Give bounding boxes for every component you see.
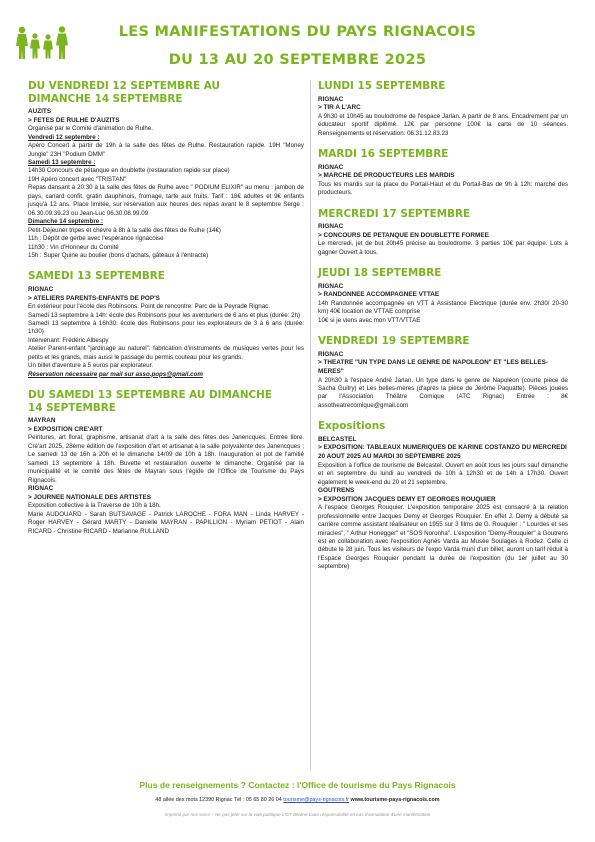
day-subtitle: Dimanche 14 septembre : bbox=[28, 218, 103, 226]
event-text: Repas dansant à 20:30 à la salle des fêtes de Rulhe avec " PODIUM ELIXIR" au menu : jambon de pays, canard confit, gratin dauphinois, fromage, tarte aux fruits. Tarif : 18€ adultes et 9€ enfants jusqu'à 12 ans. Place limitée, sur réservation aux heures des repas avant le 8 septembre Serge : 06.30.09.39.23 ou Jean-Luc 06.30.08.99.09 bbox=[28, 184, 304, 217]
event-text: Exposition collective à la Traverse de 10h à 18h. bbox=[28, 502, 161, 510]
event-title: > TIR A L'ARC bbox=[318, 104, 361, 112]
section-title bbox=[28, 80, 304, 105]
section-mercredi bbox=[318, 208, 568, 258]
day-subtitle: Samedi 13 septembre : bbox=[28, 159, 96, 166]
event-place: AUZITS bbox=[28, 108, 52, 115]
section-weekend bbox=[28, 389, 304, 536]
event-text: Le mercredi, jet de but 20h45 précise au boulodrome. 3 parties 10€ par équipe. Lots à gagner Ouvert à tous. bbox=[318, 240, 568, 256]
event-place: GOUTRENS bbox=[318, 487, 355, 495]
event-text: Intervenant: Frédéric Albespy bbox=[28, 336, 109, 344]
page-title: LES MANIFESTATIONS DU PAYS RIGNACOIS bbox=[118, 24, 477, 40]
event-text: 14h30 Concours de pétanque en doublette (restauration rapide sur place) bbox=[28, 167, 230, 175]
event-place: RIGNAC bbox=[318, 163, 344, 171]
event-title: > ATELIERS PARENTS-ENFANTS DE POP'S bbox=[28, 294, 160, 302]
day-subtitle: Vendredi 12 septembre : bbox=[28, 133, 100, 141]
reservation-note: Réservation nécessaire par mail sur asso.pops@gmail.com bbox=[28, 370, 203, 378]
footer-address: 48 allée des mots 12390 Rignac Tél : 05 65 80 26 04 bbox=[155, 797, 282, 803]
section-title: MARDI 16 SEPTEMBRE bbox=[318, 148, 449, 161]
right-column bbox=[318, 80, 568, 572]
event-place: BELCASTEL bbox=[318, 435, 357, 443]
event-title: > RANDONNEE ACCOMPAGNEE VTTAE bbox=[318, 291, 440, 299]
event-text: Apéro Concert à partir de 19h à la salle des fêtes de Rulhe. Restauration rapide. 19H "Money Jungle" 23H "Podium DMM" bbox=[28, 142, 304, 158]
event-place: RIGNAC bbox=[318, 223, 344, 231]
event-text: Exposition à l'office de tourisme de Belcastel. Ouvert en août tous les jours sauf dimanche et en septembre du lundi au vendredi de 10h à 12h30 et de 14h à 17h30. Ouvert également le week-end du 20 et 21 septembre. bbox=[318, 461, 568, 486]
footer-address-line bbox=[0, 797, 595, 803]
event-text: 14h Randonnée accompagnée en VTT à Assistance Electrique (durée env. 2h30/ 20-30 km) 40€ location de VTTAE comprise bbox=[318, 299, 568, 316]
event-title: > MARCHE DE PRODUCTEURS LES MARDIS bbox=[318, 172, 455, 180]
footer-disclaimer: Imprimé par nos soins – Ne pas jeter sur la voie publique L'OT décline toute responsabilité en cas d'annulation d'une manifestation bbox=[164, 812, 431, 817]
column-divider bbox=[310, 80, 311, 770]
left-column bbox=[28, 80, 304, 536]
section-title: SAMEDI 13 SEPTEMBRE bbox=[28, 270, 165, 283]
section-title: JEUDI 18 SEPTEMBRE bbox=[318, 267, 442, 280]
event-text: Marie AUDOUARD - Sarah BUTSAVAGE - Patrick LAROCHE - FORA MAN - Linda HARVEY - Roger HARVEY - Gérard MARTY - Danielle MAYRAN - PAPILLION - Myriam PETIOT - Alain RICARD - Christine RICARD - Marianne RULLAND bbox=[28, 510, 304, 535]
footer-email-link[interactable]: tourisme@pays-rignacois.fr bbox=[283, 797, 349, 803]
event-text: A 20h30 à l'espace André Jarlan. Un type dans le genre de Napoléon (courte pièce de Sacha Guitry) et Les belles-mères (d'après la pièce de Jérôme Paquatte). Pièces jouées par l'Association Théâtre Comique (ATC Rignac) Entrée : 8€ assotheatrecomique@gmail.com bbox=[318, 376, 568, 409]
event-text: 11h30 : Vin d'Honneur du Comité bbox=[28, 243, 119, 251]
event-text: 19H Apéro concert avec "TRISTAN" bbox=[28, 175, 127, 183]
section-title-line: DU VENDREDI 12 SEPTEMBRE AU bbox=[28, 80, 220, 92]
section-title bbox=[28, 389, 304, 414]
section-title-line: DU SAMEDI 13 SEPTEMBRE AU DIMANCHE bbox=[28, 389, 272, 402]
section-title: Expositions bbox=[318, 420, 386, 433]
event-text: 15h : Super Quine au boulier (bons d'achats, gâteaux à l'entracte) bbox=[28, 251, 209, 259]
event-place: RIGNAC bbox=[28, 285, 54, 293]
event-place: RIGNAC bbox=[318, 350, 344, 358]
event-text: A 9h30 et 10h45 au boulodrome de l'espace Jarlan. A partir de 8 ans. Encadrement par un éducateur sportif diplômé. 12€ par personne 100€ la carte de 10 séances. Renseignements et réservation: 06.31.12.83.23 bbox=[318, 112, 568, 137]
section-vendredi bbox=[318, 335, 568, 410]
footer-website-link[interactable]: www.tourisme-pays-rignacois.com bbox=[350, 797, 440, 803]
page-date-range: DU 13 AU 20 SEPTEMBRE 2025 bbox=[168, 52, 427, 68]
event-title: > EXPOSITION: TABLEAUX NUMERIQUES DE KARINE COSTANZO DU MERCREDI 20 AOUT 2025 AU MARDI 30 SEPTEMBRE 2025 bbox=[318, 444, 567, 461]
event-title: > THEATRE "UN TYPE DANS LE GENRE DE NAPOLEON" ET "LES BELLES-MERES" bbox=[318, 359, 549, 375]
section-title: MERCREDI 17 SEPTEMBRE bbox=[318, 207, 471, 220]
event-text: Samedi 13 septembre à 16h30: école des Robinsons pour les explorateurs de 3 à 6 ans (durée: 1h30) bbox=[28, 320, 304, 336]
section-samedi bbox=[28, 270, 304, 379]
event-text: En extérieur pour l'école des Robinsons. Point de rencontre: Parc de la Peyrade Rignac. bbox=[28, 303, 270, 311]
event-title: > JOURNEE NATIONALE DES ARTISTES bbox=[28, 493, 152, 501]
event-title: > EXPOSITION CRE'ART bbox=[28, 425, 103, 433]
event-text: Samedi 13 septembre à 14h: école des Robinsons pour les aventuriers de 6 ans et plus (durée: 2h) bbox=[28, 311, 301, 319]
event-place: RIGNAC bbox=[318, 282, 344, 290]
event-text: Tous les mardis sur la place du Portail-Haut et du Portail-Bas de 9h à 12h: marché des producteurs. bbox=[318, 180, 568, 197]
event-text: 11h : Dépôt de gerbe avec l'espérance rignacoise bbox=[28, 235, 164, 243]
event-place: RIGNAC bbox=[318, 95, 344, 103]
section-title-line: DIMANCHE 14 SEPTEMBRE bbox=[28, 92, 183, 105]
event-text: A l'espace Georges Rouquier. L'exposition temporaire 2025 est consacré à la relation professionnelle entre Jacques Demy et Georges Rouquier. En effet J. Demy a débuté sa carrière comme assistant réalisateur en 1955 sur 3 films de G. Rouquier : " Lourdes et ses miracles", " Arthur Honegger" et "SOS Noronha". L'exposition "Demy-Rouquier" à Goutrens est en collaboration avec l'exposition Agnès Varda au Musée Soulages à Rodez. Celle ci débute le 28 juin. Tous les visiteurs de l'expo Varda muni d'un billet, auront un tarif réduit à l'Espace Georges Rouquier pendant la durée de l'exposition (du 1er juillet au 30 septembre) bbox=[318, 504, 568, 571]
event-title: > FETES DE RULHE D'AUZITS bbox=[28, 116, 120, 124]
footer-contact-line: Plus de renseignements ? Contactez : l'Office de tourisme du Pays Rignacois bbox=[139, 780, 456, 790]
section-title-line: 14 SEPTEMBRE bbox=[28, 401, 116, 414]
section-lundi bbox=[318, 80, 568, 138]
event-text: Petit-Déjeuner tripes et chèvre à 8h à la salle des fêtes de Rulhe (14€) bbox=[28, 226, 221, 234]
event-place: MAYRAN bbox=[28, 417, 56, 425]
event-text: Atelier Parent-enfant "jardinage au naturel": fabrication d'instruments de musiques vertes pour les petits et les grands, mais aussi le passage du permis couteau pour les grands. bbox=[28, 345, 304, 361]
section-expositions bbox=[318, 420, 568, 571]
section-title: VENDREDI 19 SEPTEMBRE bbox=[318, 335, 470, 348]
section-mardi bbox=[318, 148, 568, 198]
event-title: > EXPOSITION JACQUES DEMY ET GEORGES ROUQUIER bbox=[318, 495, 496, 503]
event-text: Peintures, art floral, graphisme, artisanat d'art à la salle des fêtes des Janencques. Entrée libre. Cré'art 2025, 28ème édition de l'exposition d'art et artisanat à la salle polyvalente des Janencques ; Le samedi 13 de 16h à 20h et le dimanche 14/09 de 10h à 18h. Inauguration et pot de l'amitié samedi 13 septembre à 18h. Buvette et restauration ouverte le dimanche. Organisé par la municipalité et le comité des fêtes de Mayran sous l'égide de l'Office de Tourisme du Pays Rignacois. bbox=[28, 434, 304, 484]
event-title: > CONCOURS DE PETANQUE EN DOUBLETTE FORMEE bbox=[318, 231, 489, 239]
event-text: Un billet d'aventure à 5 euros par explorateur. bbox=[28, 362, 154, 370]
event-text: 10€ si je viens avec mon VTT/VTTAE bbox=[318, 316, 421, 324]
section-jeudi bbox=[318, 267, 568, 325]
section-title: LUNDI 15 SEPTEMBRE bbox=[318, 80, 446, 92]
section-rulhe bbox=[28, 80, 304, 260]
event-text: Organisé par le Comité d'animation de Rulhe. bbox=[28, 125, 153, 133]
event-place: RIGNAC bbox=[28, 485, 54, 493]
